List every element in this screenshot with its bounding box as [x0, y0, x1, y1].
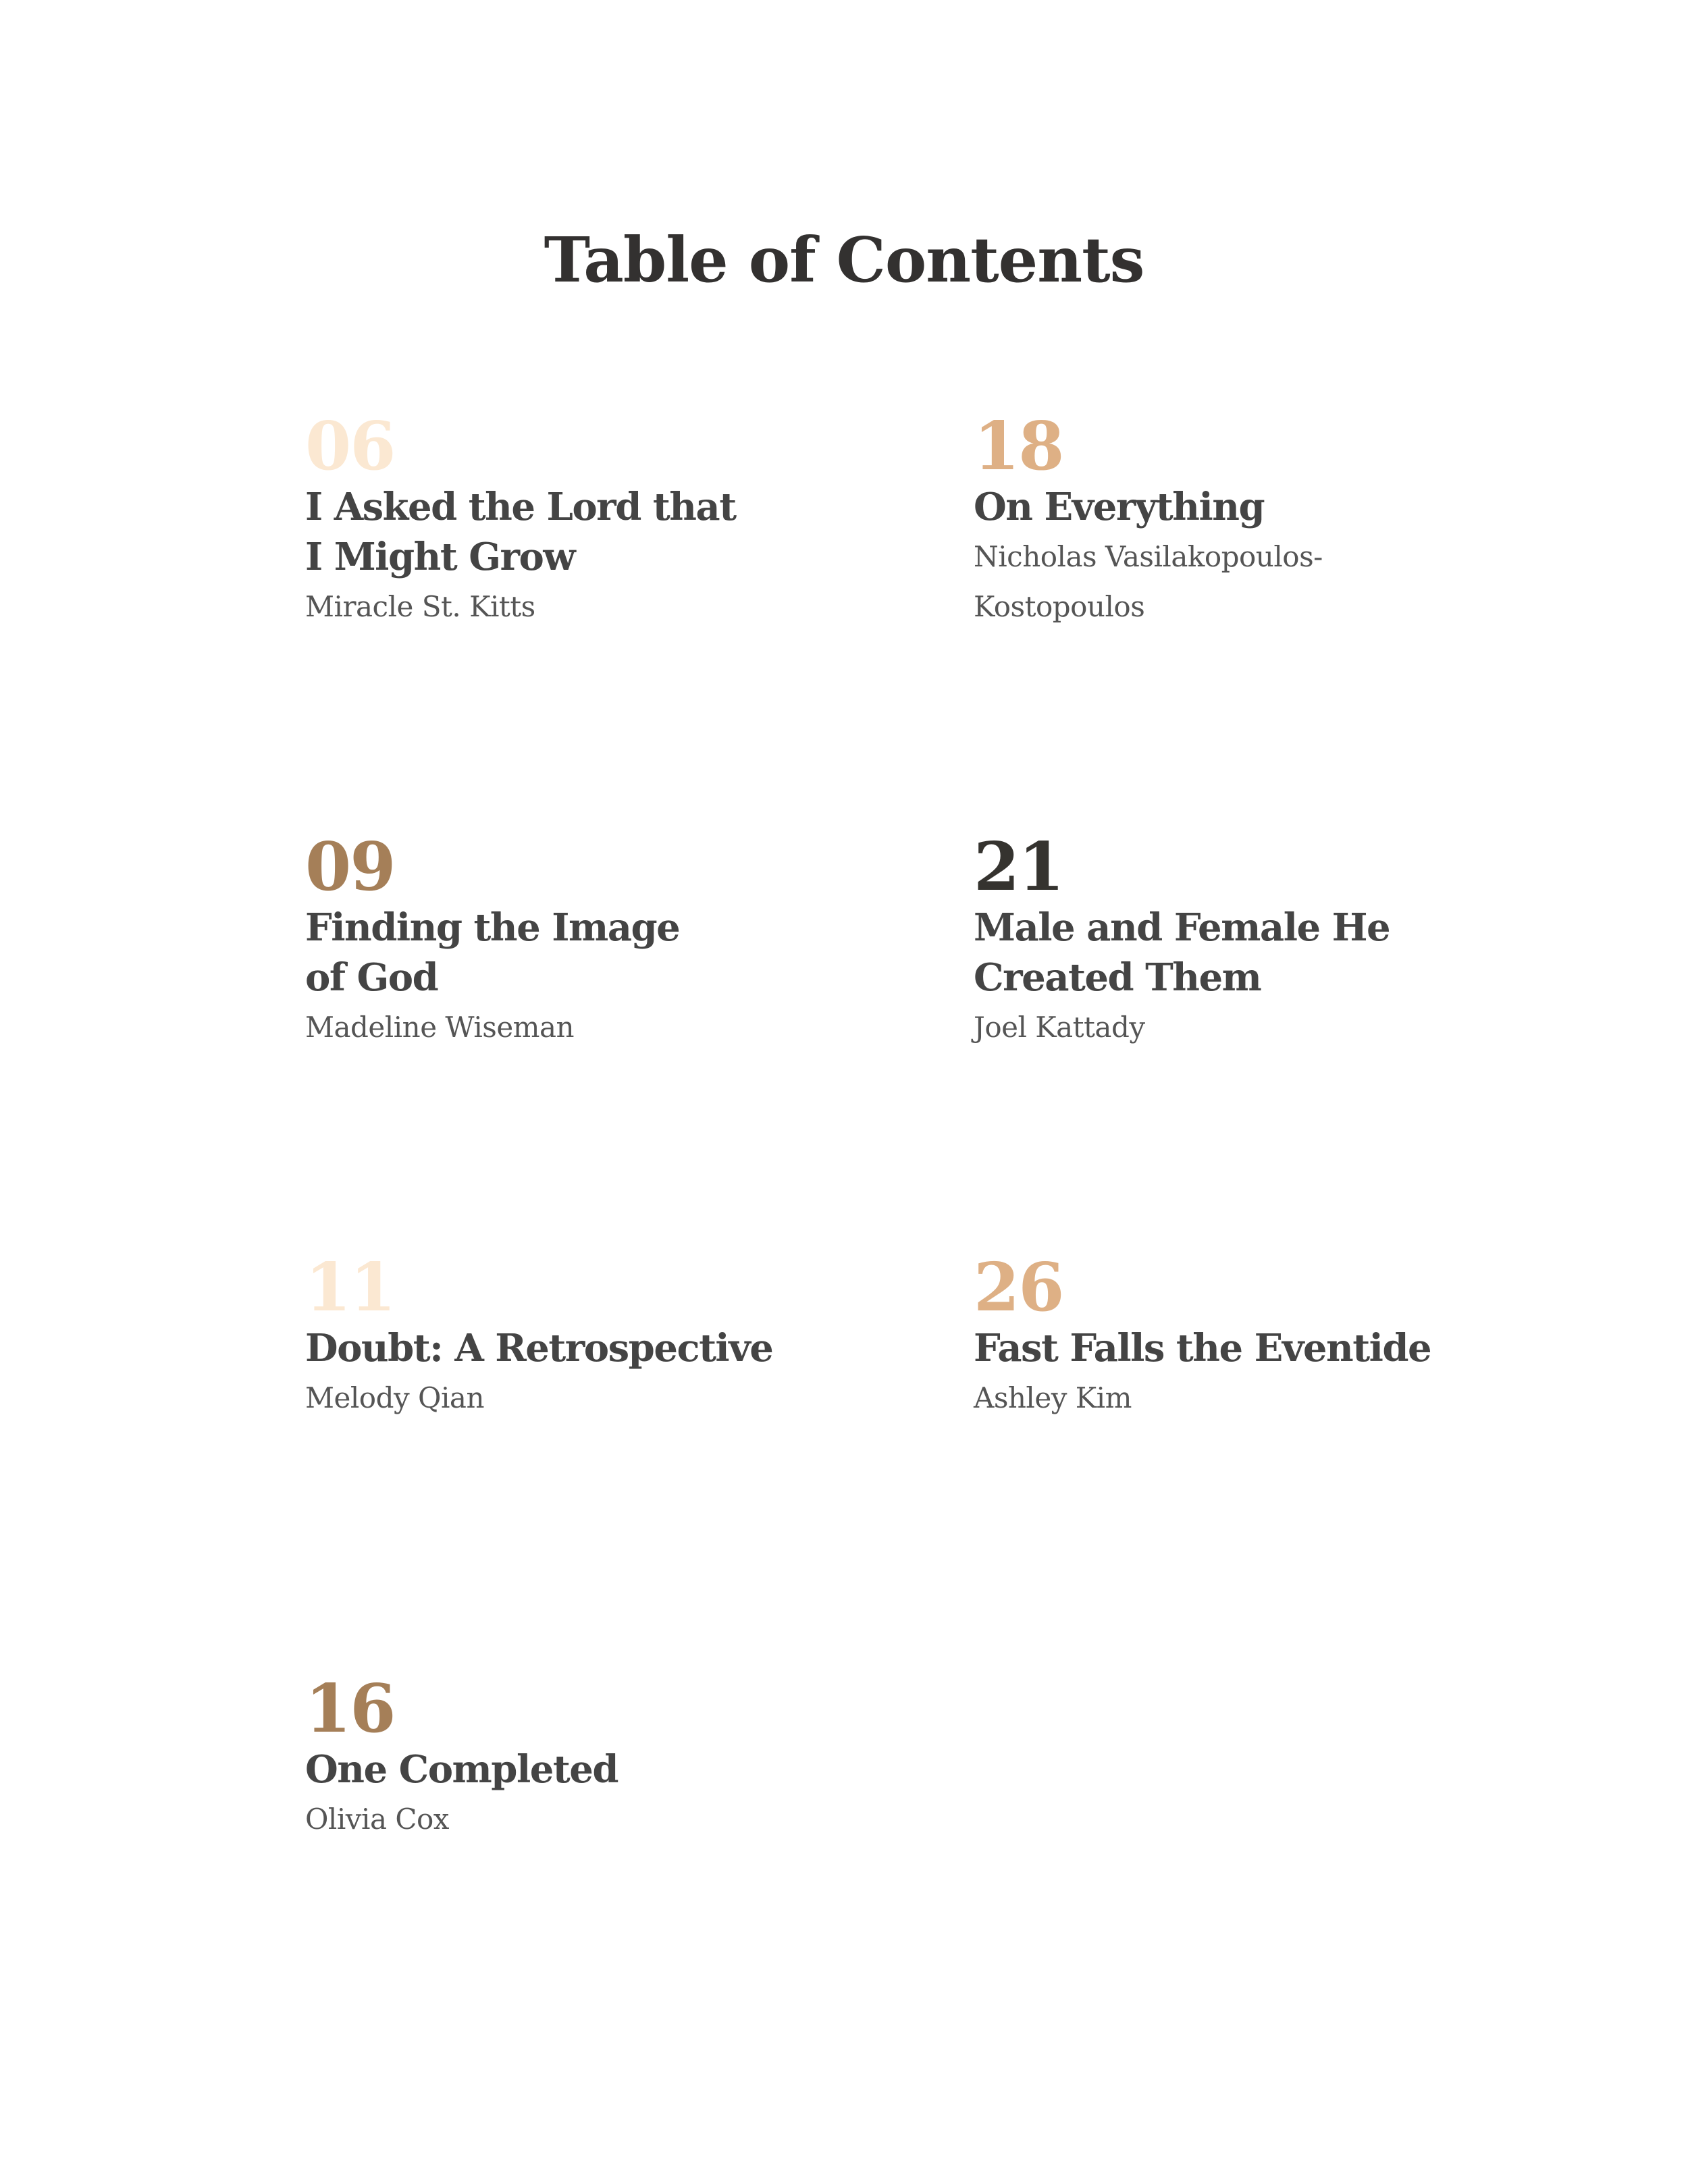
entry-author: Ashley Kim: [974, 1381, 1132, 1414]
page-title: Table of Contents: [544, 223, 1144, 296]
entry-title: Doubt: A Retrospective: [305, 1326, 773, 1370]
entry-title: On Everything: [974, 485, 1265, 529]
entry-title: I Asked the Lord that I Might Grow: [305, 485, 736, 579]
entry-author: Madeline Wiseman: [305, 1011, 575, 1044]
entry-title: Finding the Image of God: [305, 905, 680, 1000]
toc-entry-16[interactable]: [305, 1670, 913, 1844]
entry-author: Miracle St. Kitts: [305, 590, 535, 623]
entry-author: Melody Qian: [305, 1381, 484, 1414]
toc-entry-26[interactable]: [974, 1249, 1581, 1423]
entry-author: Joel Kattady: [974, 1011, 1145, 1044]
entry-page-number: 06: [305, 408, 395, 485]
toc-entry-21[interactable]: [974, 828, 1581, 1053]
entry-title: One Completed: [305, 1747, 618, 1792]
entry-title: Fast Falls the Eventide: [974, 1326, 1431, 1370]
entry-title: Male and Female He Created Them: [974, 905, 1390, 1000]
entry-page-number: 11: [305, 1249, 395, 1327]
entry-page-number: 18: [974, 408, 1063, 485]
entry-page-number: 21: [974, 828, 1063, 906]
entry-page-number: 09: [305, 828, 395, 906]
toc-entry-18[interactable]: [974, 408, 1581, 632]
entry-author: Olivia Cox: [305, 1803, 449, 1836]
entry-page-number: 16: [305, 1670, 395, 1748]
entry-author: Nicholas Vasilakopoulos- Kostopoulos: [974, 540, 1323, 623]
toc-entry-11[interactable]: [305, 1249, 913, 1423]
toc-entry-09[interactable]: [305, 828, 913, 1053]
toc-entry-06[interactable]: [305, 408, 913, 632]
entry-page-number: 26: [974, 1249, 1063, 1327]
